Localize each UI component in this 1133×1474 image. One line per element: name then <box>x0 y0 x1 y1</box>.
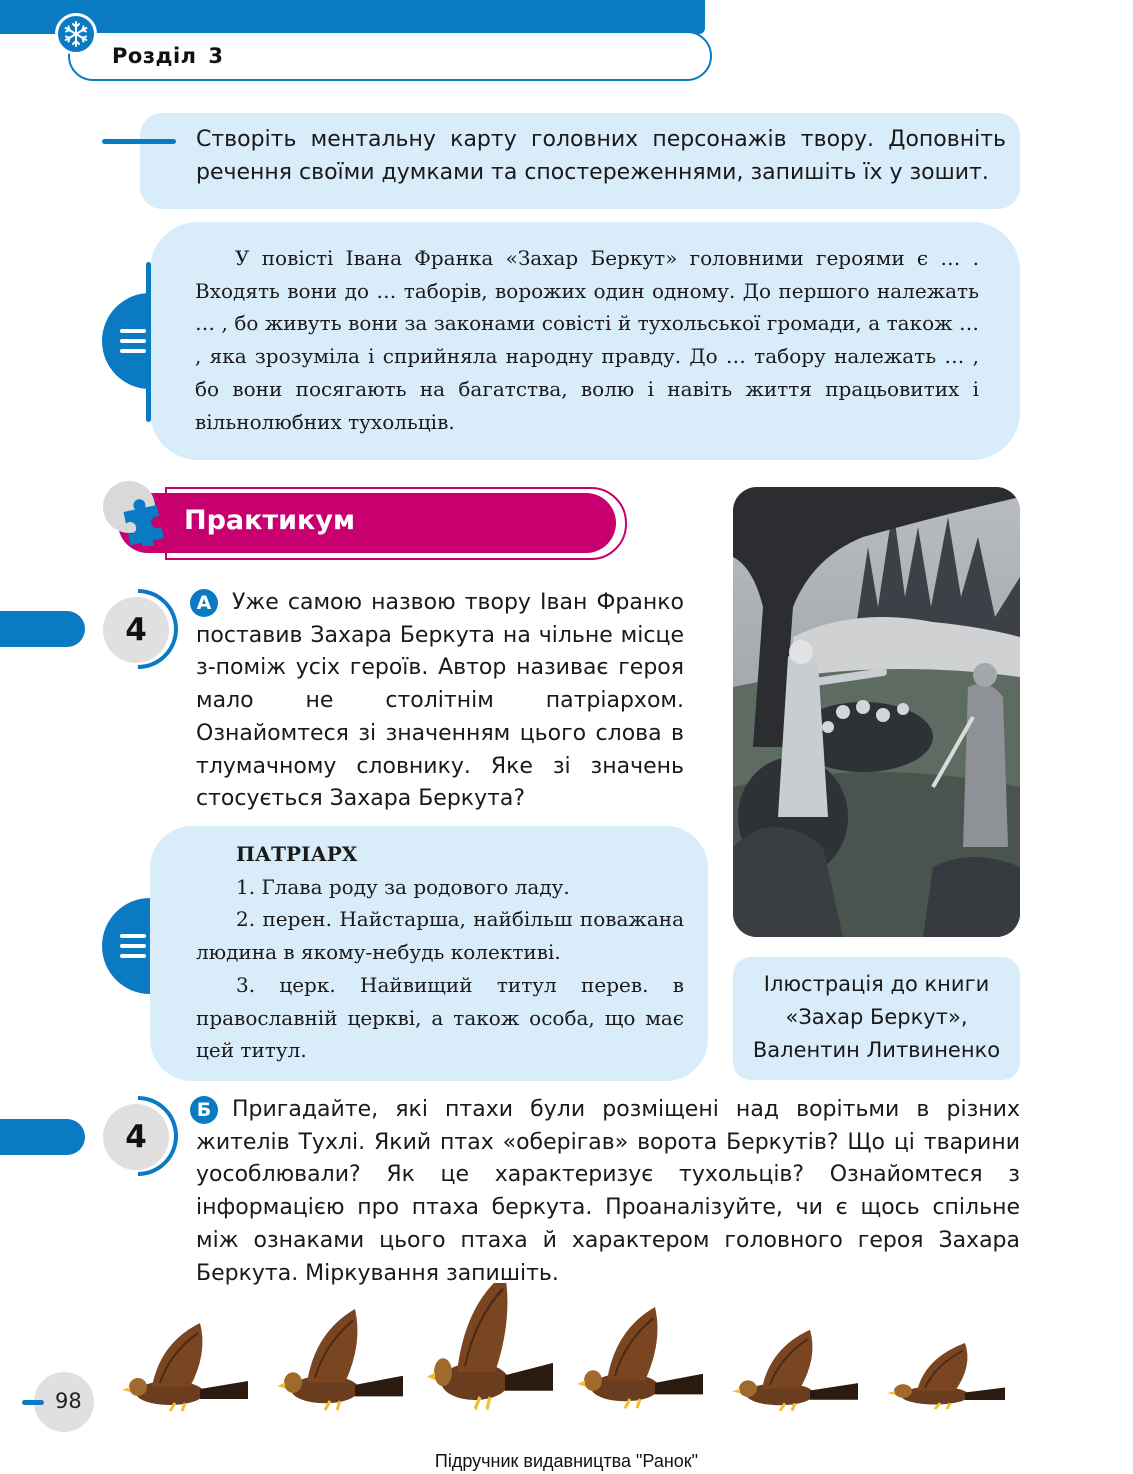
golden-eagle-flight-sequence <box>115 1283 1005 1423</box>
page-number-dash <box>22 1400 44 1405</box>
illustration-image <box>733 487 1020 937</box>
task-b-number: 4 <box>103 1104 169 1170</box>
illustration-caption: Ілюстрація до книги «Захар Беркут», Валентин Литвиненко <box>752 972 1001 1062</box>
dictionary-definition-3: 3. церк. Найвищий титул перев. в православній церкві, а також особа, що має цей титул. <box>196 972 684 1063</box>
fill-in-text: У повісті Івана Франка «Захар Беркут» головними героями є … . Входять вони до … таборів, ворожих один одному. До першого належать … , бо живуть вони за законами совісті й тухольської громади, а також … , яка зрозуміла і сприйняла народну правду. До … табору належать … , бо вони посягають на багатства, волю і навіть життя працьовитих і вільнолюбних тухольців. <box>195 246 979 434</box>
puzzle-icon <box>118 498 170 546</box>
dictionary-headword: ПАТРІАРХ <box>236 842 358 866</box>
practicum-title: Практикум <box>184 505 356 536</box>
page-number: 98 <box>55 1389 82 1413</box>
task-intro-text: Створіть ментальну карту головних персонажів твору. Доповніть речення своїми думками та спостереженнями, запишіть їх у зошит. <box>196 127 1006 185</box>
eagle-1 <box>122 1323 248 1411</box>
task-a-tab <box>0 611 85 647</box>
task-a-number: 4 <box>103 597 169 663</box>
eagle-2 <box>277 1309 403 1410</box>
eagle-5 <box>732 1330 858 1411</box>
dictionary-entry <box>196 838 684 1067</box>
eagle-3 <box>427 1283 553 1409</box>
task-a-letter-badge: А <box>190 589 218 617</box>
eagle-6 <box>887 1343 1005 1409</box>
text-lines-icon <box>102 293 150 389</box>
dictionary-definition-2: 2. перен. Найстарша, найбільш поважана людина в якому-небудь колективі. <box>196 907 684 965</box>
task-b-tab <box>0 1119 85 1155</box>
dictionary-definition-1: 1. Глава роду за родового ладу. <box>236 874 570 899</box>
publisher-footer: Підручник видавництва "Ранок" <box>434 1451 699 1471</box>
task-b-letter-badge: Б <box>190 1096 218 1124</box>
task-marker-line <box>102 139 176 144</box>
eagle-4 <box>577 1307 703 1408</box>
snowflake-icon <box>55 13 97 55</box>
task-b-text: Пригадайте, які птахи були розміщені над ворітьми в різних жителів Тухлі. Який птах «оберігав» ворота Беркутів? Що ці тварини уособлювали? Як це характеризує тухольців? Ознайомтеся з інформацією про птаха беркута. Проаналізуйте, чи є щось спільне між ознаками цього птаха й характером головного героя Захара Беркута. Міркування запишіть. <box>196 1097 1020 1286</box>
section-title: Розділ 3 <box>112 44 224 68</box>
header-band <box>0 0 705 34</box>
text-lines-icon <box>102 898 150 994</box>
task-a-text: Уже самою назвою твору Іван Франко поставив Захара Беркута на чільне місце з-поміж усіх героїв. Автор називає героя мало не столітнім патріархом. Ознайомтеся зі значенням цього слова в тлумачному словнику. Яке зі значень стосується Захара Беркута? <box>196 590 684 812</box>
